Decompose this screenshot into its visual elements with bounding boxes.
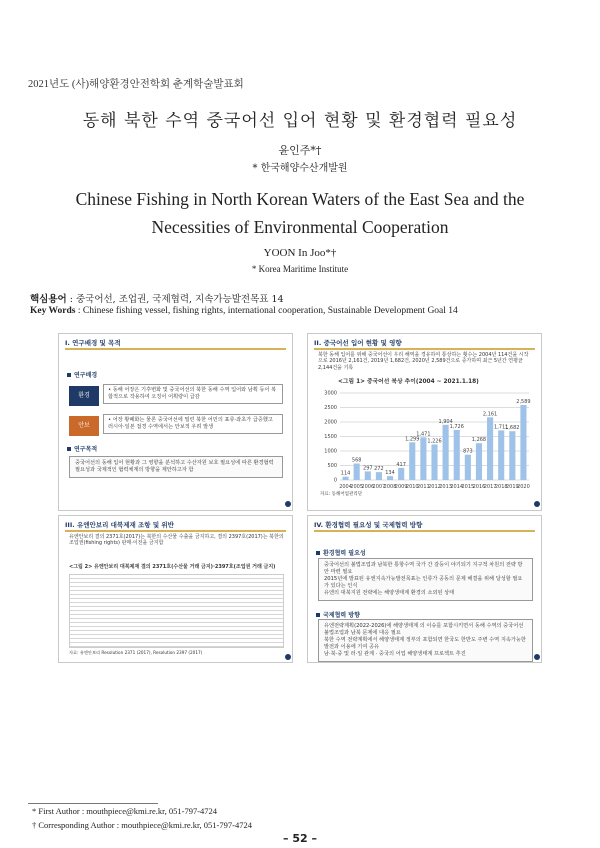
x-tick-label: 2017 — [483, 484, 497, 490]
x-tick-label: 2014 — [450, 484, 464, 490]
bar — [509, 431, 515, 480]
english-keywords-values: : Chinese fishing vessel, fishing rights, international cooperation, Sustainable Development Goal 14 — [77, 306, 458, 316]
x-tick-label: 2009 — [394, 484, 408, 490]
x-tick-label: 2016 — [472, 484, 486, 490]
figure-2-title: <그림 2> 유엔안보리 대북제재 결의 2371호(수산물 거래 금지)·2397호(조업권 거래 금지) — [69, 564, 276, 570]
subheading-background: 연구배경 — [67, 370, 97, 379]
bar — [387, 476, 393, 480]
panel-1-rule — [65, 348, 286, 350]
x-tick-label: 2018 — [494, 484, 508, 490]
x-tick-label: 2020 — [517, 484, 530, 490]
panel-3-rule — [65, 530, 286, 532]
bar — [498, 430, 504, 480]
subheading-direction: 국제협력 방향 — [316, 610, 360, 619]
status-intro: 북한 동해 입어를 위해 중국어선이 우리 해역을 경유하여 통상하는 횟수는 2004년 114건을 시작으로 2016년 2,161건, 2019년 1,682건, 2020년 2,589건으로 증가하며 최근 5년간 연평균 2,144건을 기록 — [318, 352, 529, 371]
y-tick-label: 500 — [327, 463, 337, 469]
chart-title: <그림 1> 중국어선 북상 추이(2004 ~ 2021.1.18) — [338, 379, 479, 385]
bar-value-label: 1,226 — [427, 438, 442, 445]
bar — [476, 443, 482, 480]
bar — [443, 425, 449, 480]
korean-title: 동해 북한 수역 중국어선 입어 현황 및 환경협력 필요성 — [82, 111, 518, 131]
y-tick-label: 3000 — [324, 390, 337, 397]
footnote-corresponding-author: † Corresponding Author : mouthpiece@kmi.re.kr, 051-797-4724 — [32, 820, 252, 830]
panel-2-title: II. 중국어선 입어 현황 및 영향 — [314, 339, 402, 347]
x-tick-label: 2012 — [428, 484, 441, 490]
resolution-text-excerpt — [69, 574, 284, 648]
direction-list — [318, 619, 533, 662]
footnote-first-author: * First Author : mouthpiece@kmi.re.kr, 051-797-4724 — [32, 806, 218, 816]
bar — [398, 468, 404, 480]
panel-4-marker — [534, 654, 540, 660]
bar-value-label: 134 — [385, 470, 395, 477]
english-keywords — [30, 306, 458, 316]
x-tick-label: 2006 — [361, 484, 375, 490]
bar-value-label: 2,589 — [516, 398, 531, 405]
need-list — [318, 558, 533, 601]
security-text: • 어장 황폐화는 물론 중국어선에 밀린 북한 어민의 표류·좌초가 급증했고 러시아·일본 접경 수역에서는 안보적 우려 발생 — [103, 414, 283, 434]
page-number: – 52 – — [283, 832, 317, 845]
korean-keywords-values: : 중국어선, 조업권, 국제협력, 지속가능발전목표 14 — [69, 294, 284, 305]
korean-affiliation: * 한국해양수산개발원 — [252, 163, 348, 174]
bar-value-label: 272 — [374, 466, 384, 473]
panel-4-rule — [314, 530, 535, 532]
conference-name: 2021년도 (사)해양환경안전학회 춘계학술발표회 — [28, 79, 244, 90]
subheading-need: 환경협력 필요성 — [316, 548, 366, 557]
bar-value-label: 1,682 — [505, 425, 520, 432]
bar-value-label: 417 — [396, 461, 406, 468]
tag-security: 안보 — [69, 416, 99, 436]
y-tick-label: 1500 — [324, 434, 337, 440]
panel-3-title: III. 유엔안보리 대북제재 조항 및 위반 — [65, 521, 174, 529]
bar — [487, 417, 493, 480]
bar-value-label: 297 — [363, 465, 373, 472]
x-tick-label: 2007 — [372, 484, 386, 490]
panel-2-marker — [534, 501, 540, 507]
bar — [520, 405, 526, 480]
panel-cooperation — [307, 515, 542, 663]
panel-1-title: I. 연구배경 및 목적 — [65, 339, 121, 347]
x-tick-label: 2004 — [339, 484, 352, 490]
environment-text: • 동해 어장은 기후변화 및 중국어선의 북한 동해 수역 입어와 남획 등이 복합적으로 작용하여 오징어 어획량이 급감 — [103, 384, 283, 404]
need-item: 중국어선의 불법조업과 남북한 통항수역 국가 간 갈등이 야기되기 지구적 차원의 전략 방안 마련 필요 — [324, 562, 523, 575]
bar — [431, 444, 437, 480]
bar-value-label: 1,904 — [438, 418, 453, 425]
x-tick-label: 2008 — [383, 484, 397, 490]
x-tick-label: 2015 — [461, 484, 475, 490]
purpose-text: 중국어선의 동해 입어 현황과 그 영향을 분석하고 수산자원 보호 필요성에 따른 환경협력 필요성과 국제적인 협력체계의 방향을 제안하고자 함 — [69, 456, 283, 478]
panel-un-sanctions — [58, 515, 293, 663]
korean-author: 윤인주*† — [278, 144, 322, 157]
english-affiliation: * Korea Maritime Institute — [251, 264, 349, 274]
x-tick-label: 2013 — [439, 484, 452, 490]
direction-item: 남·북·중 및 러·일 관계 · 중국의 어업 해양생태계 프로젝트 추진 — [324, 651, 466, 657]
bar-value-label: 1,471 — [416, 431, 431, 438]
bar — [409, 442, 415, 480]
chart-vessel-trend — [318, 389, 533, 494]
panel-3-marker — [285, 654, 291, 660]
bar — [343, 477, 349, 480]
x-tick-label: 2019 — [505, 484, 519, 490]
bar — [365, 471, 371, 480]
bar-value-label: 1,299 — [405, 436, 420, 443]
subheading-purpose: 연구목적 — [67, 444, 97, 453]
bar-value-label: 114 — [340, 470, 351, 477]
y-tick-label: 2000 — [324, 419, 337, 426]
direction-item: 북한 수역 전략계획에서 해양생태계 정부의 포함되면 한국도 한반도 주변 수역 지속가능한 발전과 이용에 기여 공유 — [324, 637, 526, 650]
bar — [454, 430, 460, 480]
panel-4-title: IV. 환경협력 필요성 및 국제협력 방향 — [314, 521, 423, 529]
need-item: 2015년에 발표된 유엔지속가능발전목표는 인류가 공동의 문제 해결을 위해 달성할 필요가 있다는 인식 — [324, 576, 523, 589]
x-tick-label: 2011 — [417, 484, 430, 490]
direction-item: 유엔전략계획(2022-2026)에 해양생태계 의 이슈를 포함시키면서 동해 수역의 중국어선 불법조업과 남북 문제에 대응 필요 — [324, 623, 524, 636]
bar — [354, 464, 360, 480]
bar — [465, 455, 471, 480]
bar-value-label: 873 — [463, 448, 473, 455]
korean-keywords-label: 핵심용어 — [30, 294, 67, 305]
bar — [420, 437, 426, 480]
korean-keywords — [30, 291, 284, 305]
sanctions-intro: 유엔안보리 결의 2371호(2017)는 북한의 수산물 수출을 금지하고, 결의 2397호(2017)는 북한의 조업권(fishing rights) 판매·이전을 금지함 — [69, 534, 284, 547]
y-tick-label: 1000 — [324, 448, 337, 455]
footnote-divider — [28, 803, 158, 804]
need-item: 유엔의 대북지원 전략에는 해양생태계 환경의 소외된 상태 — [324, 590, 455, 596]
english-title: Chinese Fishing in North Korean Waters of the East Sea and the Necessities of Environmental Cooperation — [75, 189, 525, 237]
figure-2-footnote: 자료: 유엔안보리 Resolution 2371 (2017), Resolution 2397 (2017) — [69, 650, 203, 655]
y-tick-label: 0 — [333, 477, 337, 484]
x-tick-label: 2010 — [405, 484, 419, 490]
bar-value-label: 1,711 — [494, 424, 509, 431]
panel-status-impact — [307, 333, 542, 511]
chart-source: 자료: 동해어업관리단 — [320, 492, 363, 497]
bar-value-label: 1,268 — [471, 437, 487, 444]
english-keywords-label: Key Words — [30, 306, 76, 316]
x-tick-label: 2005 — [350, 484, 364, 490]
bar-value-label: 568 — [351, 457, 362, 464]
bar — [376, 472, 382, 480]
english-author: YOON In Joo*† — [263, 247, 337, 259]
bar-value-label: 1,726 — [449, 423, 464, 430]
panel-1-marker — [285, 501, 291, 507]
panel-background-purpose — [58, 333, 293, 511]
bar-value-label: 2,161 — [482, 411, 498, 418]
y-tick-label: 2500 — [324, 405, 337, 411]
tag-environment: 환경 — [69, 386, 99, 406]
panel-2-rule — [314, 348, 535, 350]
